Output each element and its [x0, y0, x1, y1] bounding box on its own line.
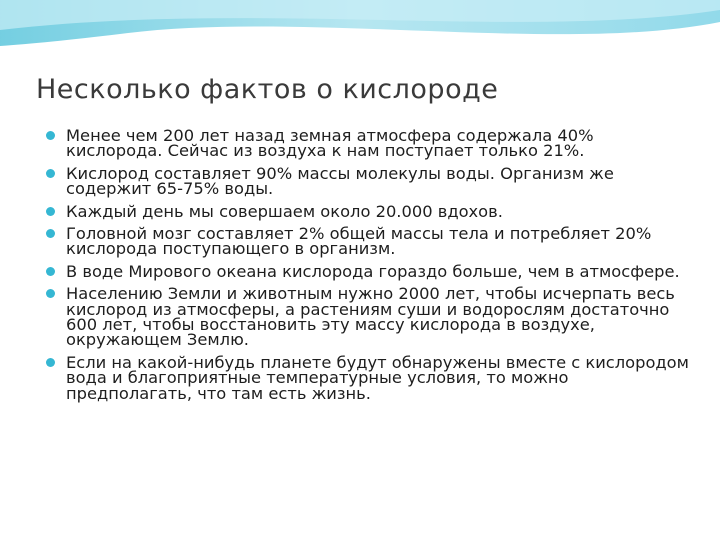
fact-list	[44, 128, 694, 408]
bullet-icon	[46, 229, 55, 238]
fact-text: Кислород составляет 90% массы молекулы воды. Организм же содержит 65-75% воды.	[66, 163, 614, 199]
fact-text: Менее чем 200 лет назад земная атмосфера содержала 40% кислорода. Сейчас из воздуха к нам поступает только 21%.	[66, 126, 594, 161]
bullet-icon	[46, 169, 55, 178]
list-item	[44, 352, 694, 403]
bullet-icon	[46, 358, 55, 367]
list-item	[44, 226, 694, 257]
bullet-icon	[46, 207, 55, 216]
fact-text: Если на какой-нибудь планете будут обнаружены вместе с кислородом вода и благоприятные температурные условия, то можно предполагать, что там есть жизнь.	[66, 352, 689, 403]
bullet-icon	[46, 289, 55, 298]
list-item	[44, 261, 694, 281]
bullet-icon	[46, 267, 55, 276]
fact-text: Головной мозг составляет 2% общей массы тела и потребляет 20% кислорода поступающего в организм.	[66, 224, 652, 259]
fact-text: Населению Земли и животным нужно 2000 лет, чтобы исчерпать весь кислород из атмосферы, а растениям суши и водорослям достаточно 600 лет, чтобы восстановить эту массу кислорода в воздухе, окружающем Землю.	[66, 284, 675, 350]
fact-text: В воде Мирового океана кислорода гораздо больше, чем в атмосфере.	[66, 261, 680, 281]
list-item	[44, 128, 694, 159]
list-item	[44, 163, 694, 199]
list-item	[44, 201, 694, 221]
list-item	[44, 286, 694, 348]
fact-text: Каждый день мы совершаем около 20.000 вдохов.	[66, 201, 503, 221]
header-wave-decoration	[0, 0, 720, 64]
bullet-icon	[46, 131, 55, 140]
slide-title: Несколько фактов о кислороде	[36, 74, 499, 105]
